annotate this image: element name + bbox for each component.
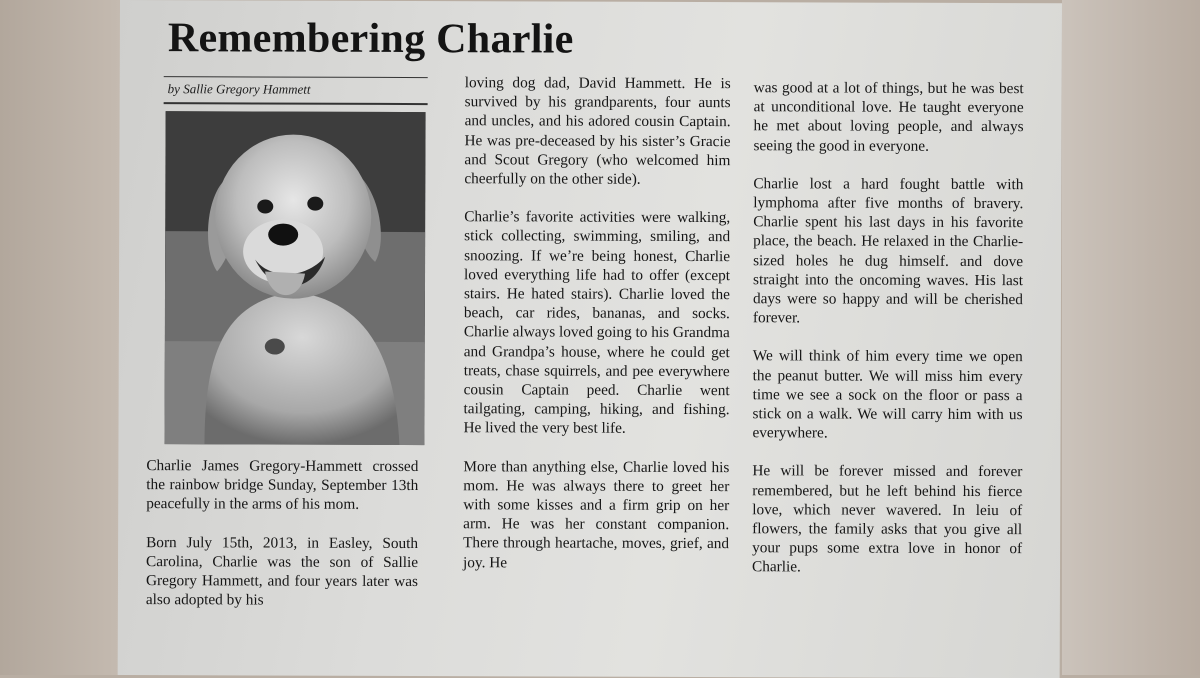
paragraph: He will be forever missed and forever remembered, but he left behind his fierce love, which never wavered. In leiu of flowers, the family asks that you give all your pups some extra love in honor of Charlie. [751,462,1023,576]
byline-rule-top [164,76,428,78]
paragraph: Charlie’s favorite activities were walking, stick collecting, swimming, smiling, and snoozing. If we’re being honest, Charlie loved everything life had to offer (except stairs. He hated stairs). Charlie loved the beach, car rides, bananas, and socks. Charlie always loved going to his Grandma and Grandpa’s house, where he could get treats, chase squirrels, and pee everywhere cousin Captain peed. Charlie went tailgating, camping, hiking, and fishing. He lived the very best life. [463,208,731,438]
article-title: Remembering Charlie [167,15,574,63]
dog-photo [164,111,425,445]
article-column-2 [463,73,731,592]
paragraph: Charlie lost a hard fought battle with lymphoma after five months of bravery. Charlie spent his last days in his favorite place, the beach. He relaxed in the Charlie-sized holes he dug himself. and dove straight into the oncoming waves. His last days were so happy and will be cherished forever. [752,175,1024,327]
dog-illustration [164,111,425,445]
paragraph: was good at a lot of things, but he was best at unconditional love. He taught everyone he met about loving people, and always seeing the good in everyone. [753,79,1024,155]
paragraph: Born July 15th, 2013, in Easley, South Carolina, Charlie was the son of Sallie Gregory Hammett, and four years later was also adopted by his [145,533,419,609]
paragraph: More than anything else, Charlie loved his mom. He was always there to greet her with some kisses and a firm grip on her arm. He was her constant companion. There through heartache, moves, grief, and joy. He [463,457,730,572]
article-column-1 [146,456,419,629]
paragraph: loving dog dad, David Hammett. He is survived by his grandparents, four aunts and uncles, and his adored cousin Captain. He was pre-deceased by his sister’s Gracie and Scout Gregory (who welcomed him cheerfully on the other side). [464,74,731,188]
paragraph: Charlie James Gregory-Hammett crossed the rainbow bridge Sunday, September 13th peacefully in the arms of his mom. [146,457,419,514]
byline-rule-bottom [164,102,428,105]
newspaper-clipping [118,0,1062,678]
paragraph: We will think of him every time we open the peanut butter. We will miss him every time we see a sock on the floor or pass a stick on a walk. We will carry him with us everywhere. [752,347,1023,442]
background-right [1062,0,1200,675]
byline: by Sallie Gregory Hammett [167,81,311,97]
article-column-3 [752,78,1024,597]
background-left [0,0,120,675]
